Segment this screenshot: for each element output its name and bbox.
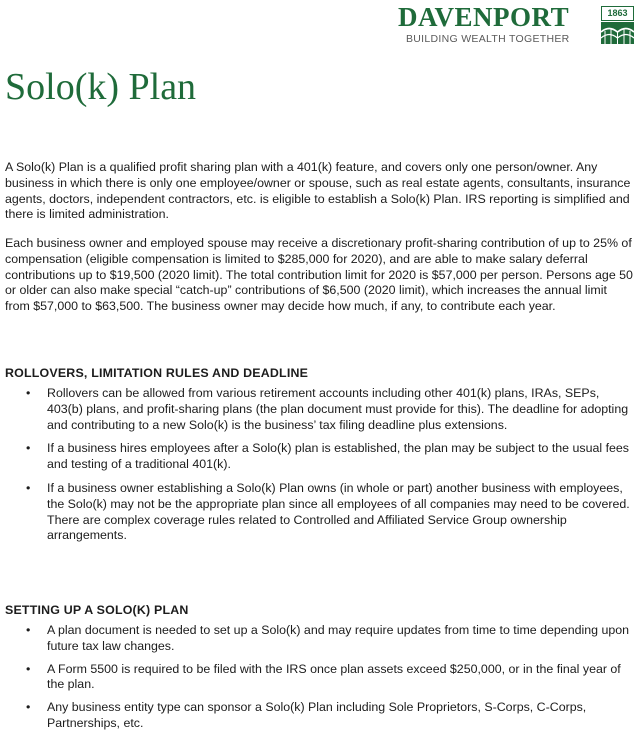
list-item	[0, 662, 638, 694]
rollovers-list	[0, 386, 638, 544]
list-item	[0, 386, 638, 433]
bullet-icon: •	[26, 386, 31, 400]
bullet-icon: •	[26, 700, 31, 715]
bullet-icon: •	[26, 661, 31, 676]
logo-tagline: BUILDING WEALTH TOGETHER	[406, 33, 570, 45]
page-title: Solo(k) Plan	[5, 66, 197, 108]
logo-wordmark: DAVENPORT	[398, 2, 570, 32]
list-item-text: Any business entity type can sponsor a Solo(k) Plan including Sole Proprietors, S-Corps, C-Corps, Partnerships, etc.	[47, 700, 587, 730]
section-heading-setup: SETTING UP A SOLO(K) PLAN	[5, 603, 189, 617]
davenport-logo	[398, 4, 634, 46]
logo-badge	[601, 6, 634, 44]
bullet-icon: •	[26, 480, 31, 495]
list-item	[0, 700, 638, 732]
intro-paragraph-1: A Solo(k) Plan is a qualified profit sharing plan with a 401(k) feature, and covers only one person/owner. Any business in which there is only one employee/owner or spouse, such as real estate agents, consultants, insurance agents, doctors, independent contractors, etc. is eligible to establish a Solo(k) Plan. IRS reporting is simplified and there is limited administration.	[5, 160, 631, 222]
list-item	[0, 441, 638, 473]
list-item-text: If a business owner establishing a Solo(k) Plan owns (in whole or part) another business with employees, the Solo(k) may not be the appropriate plan since all employees of all companies may need to be covered. There are complex coverage rules related to Controlled and Affiliated Service Group ownership arrangements.	[47, 480, 630, 543]
intro-paragraph-2: Each business owner and employed spouse may receive a discretionary profit-sharing contribution of up to 25% of compensation (eligible compensation is limited to $285,000 for 2020), and are able to make salary deferral contributions up to $19,500 (2020 limit). The total contribution limit for 2020 is $57,000 per person. Persons age 50 or older can also make special “catch-up” contributions of $6,500 (2020 limit), which increases the annual limit from $57,000 to $63,500. The business owner may decide how much, if any, to contribute each year.	[5, 236, 633, 314]
setup-list	[0, 623, 638, 732]
bullet-icon: •	[26, 441, 31, 456]
list-item	[0, 623, 638, 655]
bridge-icon	[601, 22, 634, 44]
section-heading-rollovers: ROLLOVERS, LIMITATION RULES AND DEADLINE	[5, 366, 309, 380]
list-item	[0, 481, 638, 544]
list-item-text: A Form 5500 is required to be filed with the IRS once plan assets exceed $250,000, or in the final year of the plan.	[47, 661, 621, 692]
logo-year: 1863	[601, 6, 634, 21]
list-item-text: If a business hires employees after a Solo(k) plan is established, the plan may be subject to the usual fees and testing of a traditional 401(k).	[47, 441, 629, 472]
bullet-icon: •	[26, 623, 31, 637]
list-item-text: Rollovers can be allowed from various retirement accounts including other 401(k) plans, IRAs, SEPs, 403(b) plans, and profit-sharing plans (the plan document must provide for this). The deadline for adopting and contributing to a new Solo(k) is the business’ tax filing deadline plus extensions.	[47, 386, 629, 432]
list-item-text: A plan document is needed to set up a Solo(k) and may require updates from time to time depending upon future tax law changes.	[47, 623, 630, 653]
